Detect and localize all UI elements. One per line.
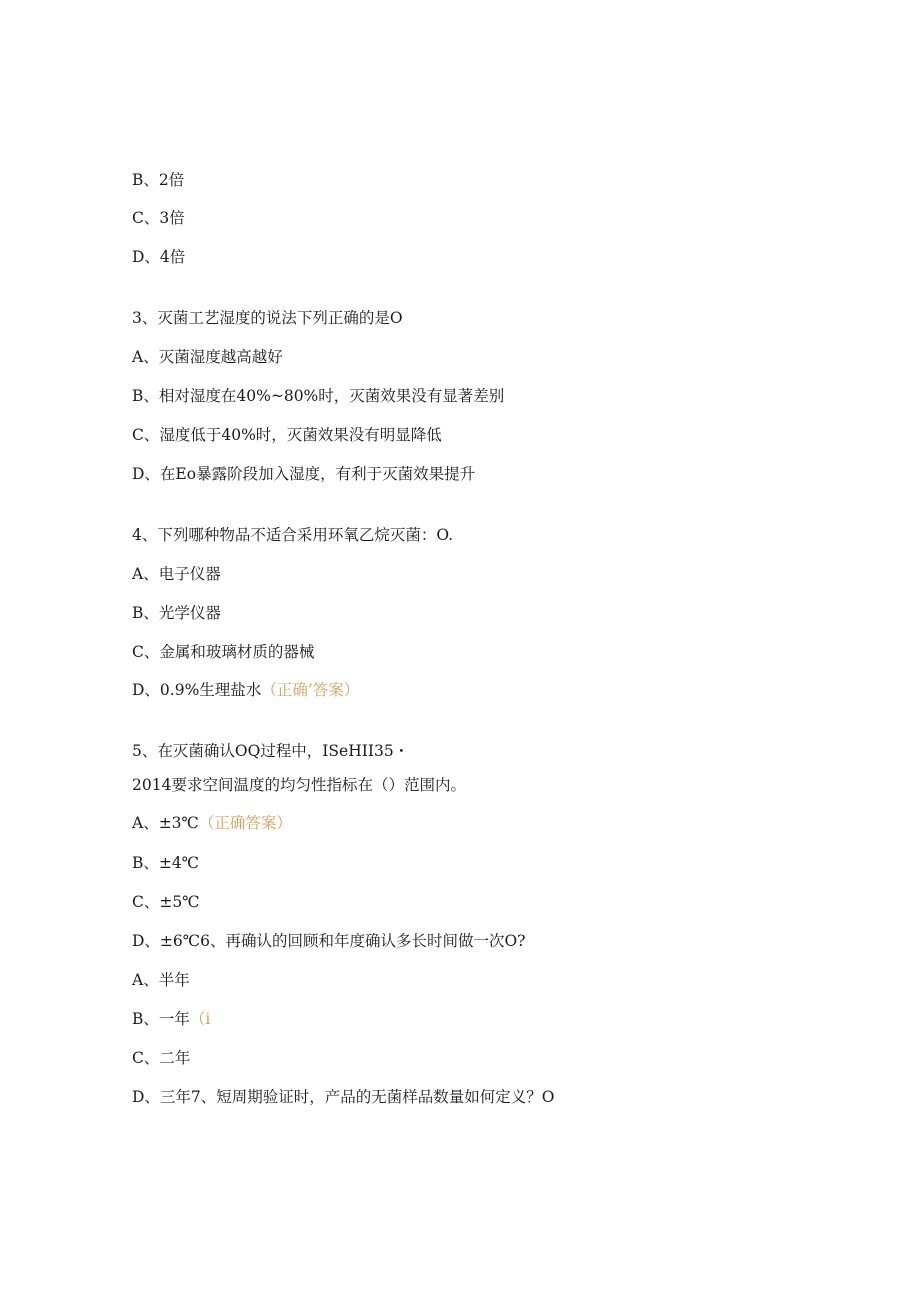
q4-option-d [132,680,359,700]
q6-correct-answer-mark: （i [189,1010,211,1028]
q4-option-a: A、电子仪器 [132,565,221,583]
q6-option-a: A、半年 [132,971,190,989]
q6-option-d-q7-question: D、三年7、短周期验证时，产品的无菌样品数量如何定义？O [132,1088,555,1106]
q3-option-d: D、在Eo暴露阶段加入湿度，有利于灭菌效果提升 [132,465,476,483]
q4-option-b: B、光学仪器 [132,604,221,622]
q4-question: 4、下列哪种物品不适合采用环氧乙烷灭菌：O. [132,526,454,544]
q2-option-c: C、3倍 [132,209,185,227]
q6-option-b-text: B、一年 [132,1010,190,1028]
q5-correct-answer-mark: （正确答案） [198,814,292,832]
q5-option-a [132,813,292,833]
q6-option-c: C、二年 [132,1049,191,1067]
q5-option-a-text: A、±3℃ [132,814,199,832]
q5-question-line2: 2014要求空间温度的均匀性指标在（）范围内。 [132,776,466,794]
q4-option-c: C、金属和玻璃材质的器械 [132,643,315,661]
q3-option-b: B、相对湿度在40%~80%时，灭菌效果没有显著差别 [132,387,505,405]
q2-option-b: B、2倍 [132,171,185,189]
q2-option-d: D、4倍 [132,248,186,266]
q4-option-d-text: D、0.9%生理盐水 [132,681,262,699]
q6-option-b [132,1009,210,1029]
q4-correct-answer-mark: （正确’答案） [261,681,360,699]
q3-option-a: A、灭菌湿度越高越好 [132,348,283,366]
q3-option-c: C、湿度低于40%时，灭菌效果没有明显降低 [132,426,442,444]
q5-question-line1: 5、在灭菌确认OQ过程中，ISeHII35・ [132,742,410,760]
q3-question: 3、灭菌工艺湿度的说法下列正确的是O [132,309,403,327]
q5-option-d-q6-question: D、±6℃6、再确认的回顾和年度确认多长时间做一次O? [132,932,526,950]
q5-option-b: B、±4℃ [132,854,200,872]
q5-option-c: C、±5℃ [132,893,200,911]
